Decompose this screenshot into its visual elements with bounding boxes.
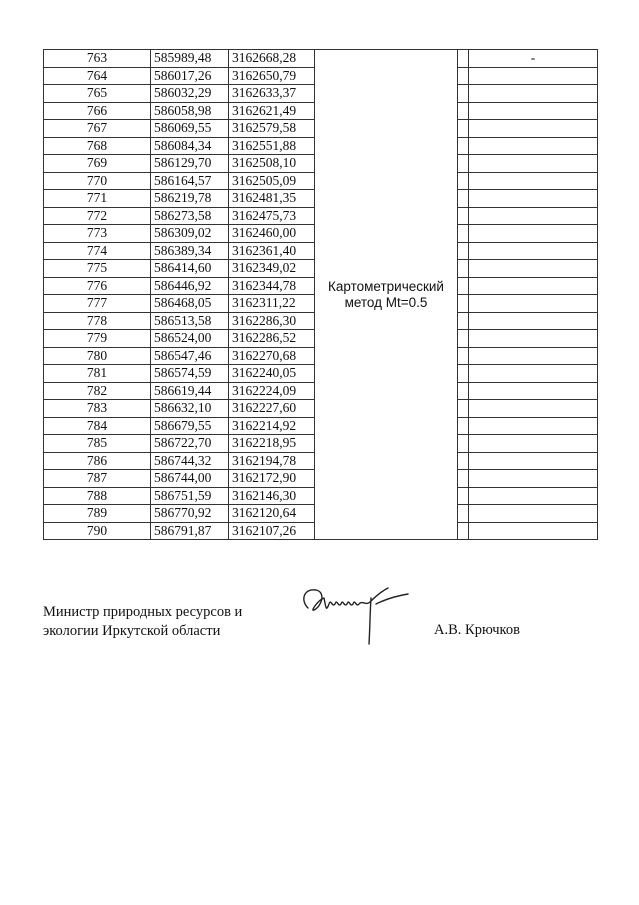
column-gap (458, 50, 469, 68)
point-number-cell: 773 (44, 225, 151, 243)
point-number-cell: 780 (44, 347, 151, 365)
point-number-cell: 783 (44, 400, 151, 418)
note-cell (469, 382, 598, 400)
column-gap (458, 85, 469, 103)
x-coordinate-cell: 586513,58 (151, 312, 229, 330)
note-cell (469, 225, 598, 243)
y-coordinate-cell: 3162214,92 (229, 417, 315, 435)
column-gap (458, 102, 469, 120)
x-coordinate-cell: 586164,57 (151, 172, 229, 190)
column-gap (458, 400, 469, 418)
signatory-position (43, 603, 242, 641)
column-gap (458, 522, 469, 540)
column-gap (458, 155, 469, 173)
x-coordinate-cell: 586414,60 (151, 260, 229, 278)
y-coordinate-cell: 3162505,09 (229, 172, 315, 190)
note-cell (469, 330, 598, 348)
note-cell (469, 242, 598, 260)
x-coordinate-cell: 586524,00 (151, 330, 229, 348)
point-number-cell: 790 (44, 522, 151, 540)
point-number-cell: 779 (44, 330, 151, 348)
note-cell (469, 452, 598, 470)
handwritten-signature (296, 582, 416, 652)
y-coordinate-cell: 3162286,30 (229, 312, 315, 330)
method-line: Картометрический (328, 278, 444, 294)
y-coordinate-cell: 3162311,22 (229, 295, 315, 313)
y-coordinate-cell: 3162551,88 (229, 137, 315, 155)
position-line-2: экологии Иркутской области (43, 623, 221, 639)
y-coordinate-cell: 3162146,30 (229, 487, 315, 505)
column-gap (458, 277, 469, 295)
y-coordinate-cell: 3162107,26 (229, 522, 315, 540)
point-number-cell: 782 (44, 382, 151, 400)
x-coordinate-cell: 586273,58 (151, 207, 229, 225)
method-cell (315, 50, 458, 540)
note-cell (469, 102, 598, 120)
y-coordinate-cell: 3162508,10 (229, 155, 315, 173)
point-number-cell: 778 (44, 312, 151, 330)
note-cell (469, 470, 598, 488)
column-gap (458, 347, 469, 365)
column-gap (458, 452, 469, 470)
note-cell: - (469, 50, 598, 68)
column-gap (458, 487, 469, 505)
y-coordinate-cell: 3162224,09 (229, 382, 315, 400)
note-cell (469, 155, 598, 173)
coordinates-table-body (44, 50, 598, 540)
column-gap (458, 172, 469, 190)
y-coordinate-cell: 3162633,37 (229, 85, 315, 103)
note-cell (469, 522, 598, 540)
y-coordinate-cell: 3162270,68 (229, 347, 315, 365)
y-coordinate-cell: 3162172,90 (229, 470, 315, 488)
note-cell (469, 312, 598, 330)
column-gap (458, 120, 469, 138)
point-number-cell: 772 (44, 207, 151, 225)
column-gap (458, 190, 469, 208)
point-number-cell: 764 (44, 67, 151, 85)
y-coordinate-cell: 3162218,95 (229, 435, 315, 453)
x-coordinate-cell: 586017,26 (151, 67, 229, 85)
column-gap (458, 505, 469, 523)
point-number-cell: 786 (44, 452, 151, 470)
note-cell (469, 435, 598, 453)
point-number-cell: 770 (44, 172, 151, 190)
note-cell (469, 67, 598, 85)
x-coordinate-cell: 586632,10 (151, 400, 229, 418)
x-coordinate-cell: 586446,92 (151, 277, 229, 295)
x-coordinate-cell: 586069,55 (151, 120, 229, 138)
column-gap (458, 470, 469, 488)
point-number-cell: 775 (44, 260, 151, 278)
method-line: метод Mt=0.5 (344, 294, 428, 310)
note-cell (469, 400, 598, 418)
column-gap (458, 242, 469, 260)
signatory-name: А.В. Крючков (434, 622, 520, 638)
x-coordinate-cell: 586791,87 (151, 522, 229, 540)
position-line-1: Министр природных ресурсов и (43, 604, 243, 620)
note-cell (469, 277, 598, 295)
point-number-cell: 768 (44, 137, 151, 155)
point-number-cell: 785 (44, 435, 151, 453)
note-cell (469, 365, 598, 383)
note-cell (469, 295, 598, 313)
x-coordinate-cell: 586468,05 (151, 295, 229, 313)
column-gap (458, 312, 469, 330)
point-number-cell: 771 (44, 190, 151, 208)
note-cell (469, 120, 598, 138)
note-cell (469, 417, 598, 435)
y-coordinate-cell: 3162621,49 (229, 102, 315, 120)
x-coordinate-cell: 586744,00 (151, 470, 229, 488)
table-row (44, 50, 598, 68)
y-coordinate-cell: 3162227,60 (229, 400, 315, 418)
note-cell (469, 207, 598, 225)
column-gap (458, 382, 469, 400)
note-cell (469, 172, 598, 190)
x-coordinate-cell: 586679,55 (151, 417, 229, 435)
x-coordinate-cell: 586084,34 (151, 137, 229, 155)
coordinates-table (43, 49, 598, 540)
column-gap (458, 137, 469, 155)
x-coordinate-cell: 586547,46 (151, 347, 229, 365)
point-number-cell: 784 (44, 417, 151, 435)
y-coordinate-cell: 3162349,02 (229, 260, 315, 278)
note-cell (469, 137, 598, 155)
point-number-cell: 789 (44, 505, 151, 523)
point-number-cell: 769 (44, 155, 151, 173)
point-number-cell: 774 (44, 242, 151, 260)
x-coordinate-cell: 586722,70 (151, 435, 229, 453)
y-coordinate-cell: 3162650,79 (229, 67, 315, 85)
x-coordinate-cell: 586058,98 (151, 102, 229, 120)
y-coordinate-cell: 3162240,05 (229, 365, 315, 383)
x-coordinate-cell: 586574,59 (151, 365, 229, 383)
x-coordinate-cell: 586770,92 (151, 505, 229, 523)
column-gap (458, 67, 469, 85)
column-gap (458, 330, 469, 348)
point-number-cell: 788 (44, 487, 151, 505)
x-coordinate-cell: 586309,02 (151, 225, 229, 243)
note-cell (469, 260, 598, 278)
x-coordinate-cell: 586619,44 (151, 382, 229, 400)
note-cell (469, 487, 598, 505)
point-number-cell: 765 (44, 85, 151, 103)
note-cell (469, 85, 598, 103)
point-number-cell: 777 (44, 295, 151, 313)
note-cell (469, 347, 598, 365)
point-number-cell: 781 (44, 365, 151, 383)
x-coordinate-cell: 586751,59 (151, 487, 229, 505)
point-number-cell: 787 (44, 470, 151, 488)
x-coordinate-cell: 586389,34 (151, 242, 229, 260)
note-cell (469, 190, 598, 208)
y-coordinate-cell: 3162361,40 (229, 242, 315, 260)
y-coordinate-cell: 3162668,28 (229, 50, 315, 68)
column-gap (458, 225, 469, 243)
y-coordinate-cell: 3162286,52 (229, 330, 315, 348)
point-number-cell: 763 (44, 50, 151, 68)
column-gap (458, 295, 469, 313)
point-number-cell: 776 (44, 277, 151, 295)
x-coordinate-cell: 585989,48 (151, 50, 229, 68)
column-gap (458, 365, 469, 383)
point-number-cell: 766 (44, 102, 151, 120)
x-coordinate-cell: 586129,70 (151, 155, 229, 173)
y-coordinate-cell: 3162120,64 (229, 505, 315, 523)
column-gap (458, 417, 469, 435)
x-coordinate-cell: 586032,29 (151, 85, 229, 103)
y-coordinate-cell: 3162194,78 (229, 452, 315, 470)
x-coordinate-cell: 586219,78 (151, 190, 229, 208)
y-coordinate-cell: 3162481,35 (229, 190, 315, 208)
y-coordinate-cell: 3162579,58 (229, 120, 315, 138)
y-coordinate-cell: 3162344,78 (229, 277, 315, 295)
y-coordinate-cell: 3162460,00 (229, 225, 315, 243)
column-gap (458, 435, 469, 453)
x-coordinate-cell: 586744,32 (151, 452, 229, 470)
column-gap (458, 207, 469, 225)
point-number-cell: 767 (44, 120, 151, 138)
note-cell (469, 505, 598, 523)
y-coordinate-cell: 3162475,73 (229, 207, 315, 225)
column-gap (458, 260, 469, 278)
